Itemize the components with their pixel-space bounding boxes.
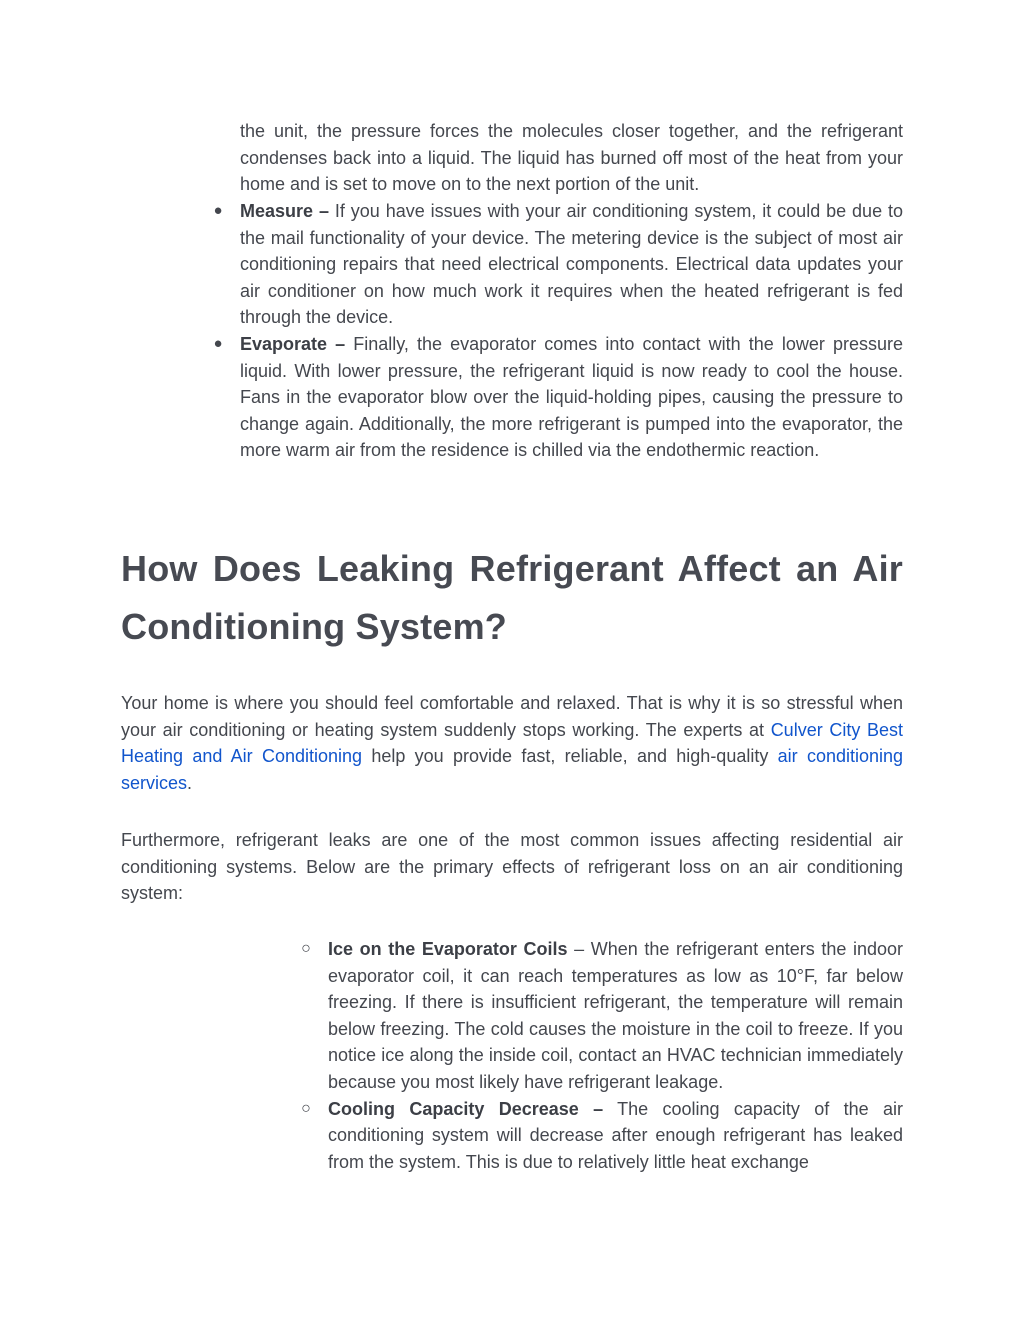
- steps-list: [213, 198, 903, 464]
- services-link[interactable]: air conditioning services: [121, 746, 904, 793]
- step-text: If you have issues with your air conditioning system, it could be due to the mail functionality of your device. The metering device is the subject of most air conditioning repairs that need electrical components. Electrical data updates your air conditioner on how much work it requires when the heated refrigerant is fed through the device.: [240, 201, 903, 328]
- paragraph-text: help you provide fast, reliable, and high-quality: [362, 746, 778, 767]
- effects-intro-paragraph: Furthermore, refrigerant leaks are one of the most common issues affecting residential air conditioning systems. Below are the primary effects of refrigerant loss on an air conditioning system:: [121, 830, 903, 904]
- company-link[interactable]: Culver City Best Heating and Air Conditioning: [121, 719, 903, 767]
- continued-paragraph: [240, 118, 903, 198]
- intro-paragraph: [121, 690, 903, 796]
- circle-bullet-icon: ○: [301, 1099, 311, 1117]
- effects-list: [301, 936, 903, 1175]
- circle-bullet-icon: ○: [301, 940, 311, 957]
- section-heading: How Does Leaking Refrigerant Affect an Air Conditioning System?: [121, 548, 903, 647]
- effect-text: The cooling capacity of the air conditioning system will decrease after enough refrigerant has leaked from the system. This is due to relatively little heat exchange: [328, 1098, 903, 1172]
- list-item-evaporate: [213, 331, 903, 464]
- list-item-measure: [213, 198, 903, 331]
- list-item-cooling-capacity: [301, 1096, 903, 1176]
- paragraph-text: Your home is where you should feel comfortable and relaxed. That is why it is so stressful when your air conditioning or heating system suddenly stops working. The experts at: [121, 693, 903, 740]
- effect-title: Ice on the Evaporator Coils: [328, 939, 568, 959]
- continued-text: the unit, the pressure forces the molecules closer together, and the refrigerant condenses back into a liquid. The liquid has burned off most of the heat from your home and is set to move on to the next portion of the unit.: [240, 121, 903, 195]
- effect-title: Cooling Capacity Decrease –: [328, 1098, 604, 1119]
- paragraph-text: .: [187, 772, 193, 793]
- list-item-ice: [301, 936, 903, 1096]
- bullet-icon: ●: [213, 334, 223, 352]
- step-title: Evaporate –: [240, 333, 346, 354]
- step-text: Finally, the evaporator comes into contact with the lower pressure liquid. With lower pressure, the refrigerant liquid is now ready to cool the house. Fans in the evaporator blow over the liquid-holding pipes, causing the pressure to change again. Additionally, the more refrigerant is pumped into the evaporator, the more warm air from the residence is chilled via the endothermic reaction.: [240, 333, 903, 461]
- step-title: Measure –: [240, 201, 329, 221]
- effect-text: – When the refrigerant enters the indoor evaporator coil, it can reach temperatures as low as 10°F, far below freezing. If there is insufficient refrigerant, the temperature will remain below freezing. The cold causes the moisture in the coil to freeze. If you notice ice along the inside coil, contact an HVAC technician immediately because you most likely have refrigerant leakage.: [328, 939, 903, 1092]
- bullet-icon: ●: [213, 202, 223, 219]
